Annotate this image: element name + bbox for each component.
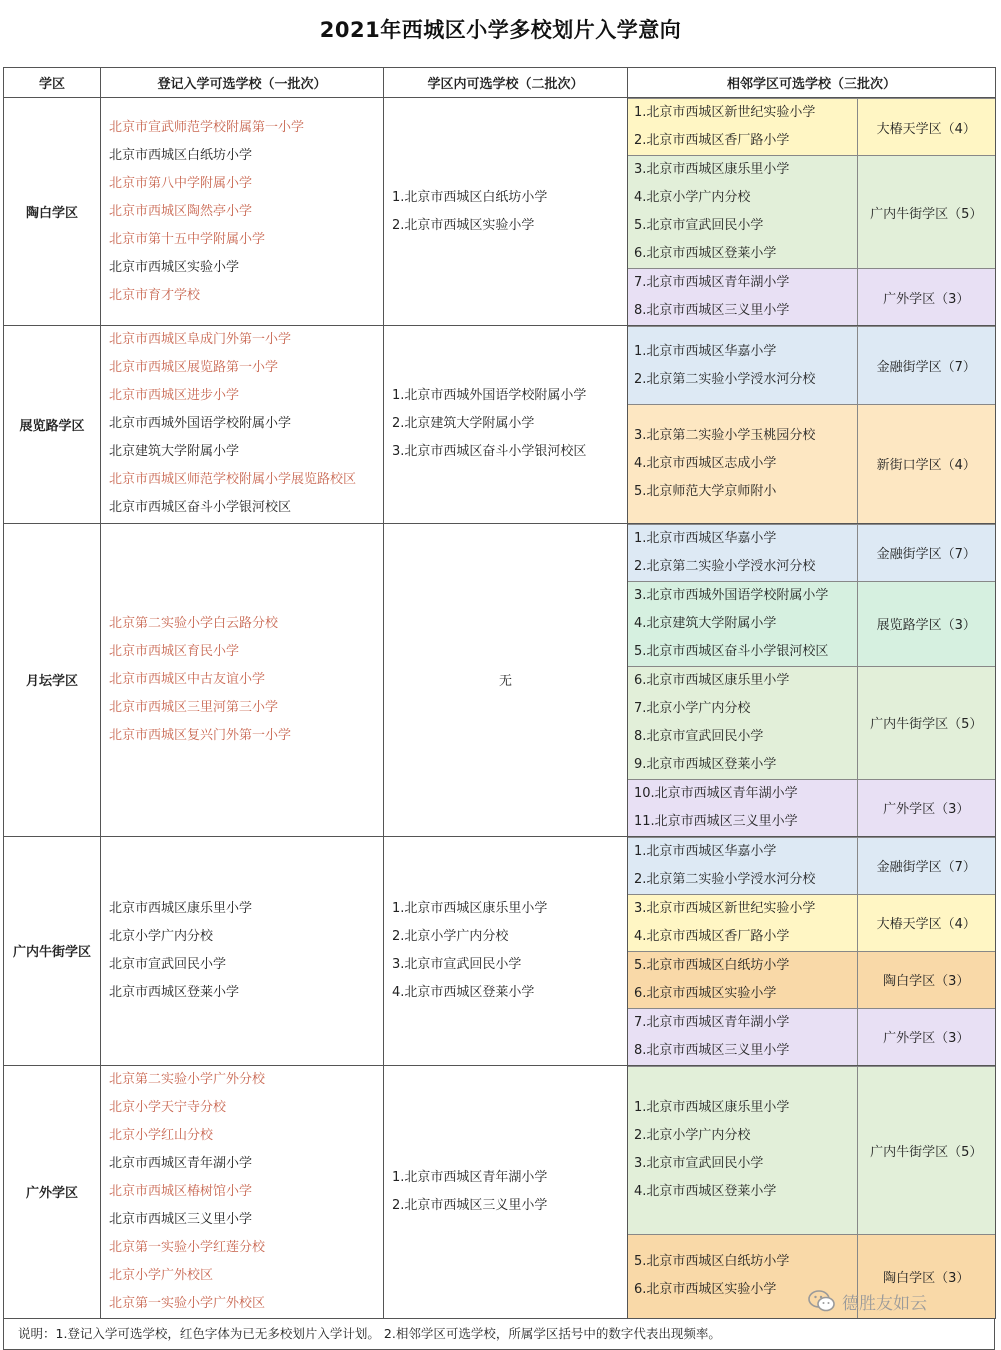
batch3-school: 3.北京第二实验小学玉桃园分校 — [634, 427, 816, 443]
footnote: 说明：1.登记入学可选学校，红色字体为已无多校划片入学计划。 2.相邻学区可选学校，所属学区括号中的数字代表出现频率。 — [3, 1319, 995, 1350]
batch1-school: 北京市西城区育民小学 — [109, 643, 240, 659]
batch1-school: 北京市西城区中古友谊小学 — [109, 671, 266, 687]
batch3-district: 广内牛街学区（5） — [857, 156, 995, 269]
batch1-school: 北京市西城区三里河第三小学 — [109, 699, 279, 715]
batch3-district: 大椿天学区（4） — [857, 894, 995, 951]
batch1-school: 北京市西城区进步小学 — [109, 388, 240, 404]
batch3-school: 8.北京市宣武回民小学 — [634, 728, 764, 744]
header-batch2: 学区内可选学校（二批次） — [384, 68, 628, 98]
batch1-school: 北京市西城区实验小学 — [109, 259, 240, 275]
batch3-schools — [628, 327, 857, 405]
batch1-school: 北京市西城区白纸坊小学 — [109, 147, 253, 163]
batch3-group — [628, 269, 995, 326]
batch3-schools — [628, 269, 857, 326]
batch3-school: 6.北京市西城区实验小学 — [634, 985, 777, 1001]
batch3-district: 广外学区（3） — [857, 1008, 995, 1065]
batch1-cell — [101, 98, 384, 326]
district-row — [4, 326, 996, 524]
batch3-school: 11.北京市西城区三义里小学 — [634, 813, 798, 829]
batch1-school: 北京小学天宁寺分校 — [109, 1099, 227, 1115]
batch3-group-table — [628, 326, 995, 523]
batch3-school: 1.北京市西城区康乐里小学 — [634, 1100, 790, 1115]
table-body — [4, 98, 996, 1319]
batch3-schools — [628, 837, 857, 894]
batch1-school: 北京市西城区青年湖小学 — [109, 1155, 253, 1171]
batch3-group-table — [628, 98, 995, 325]
batch1-school: 北京市西城区复兴门外第一小学 — [109, 727, 292, 743]
batch3-group-table — [628, 837, 995, 1065]
batch3-cell — [628, 523, 996, 836]
batch1-cell — [101, 1065, 384, 1319]
batch3-cell — [628, 1065, 996, 1319]
batch1-school: 北京第一实验小学广外校区 — [109, 1295, 266, 1311]
batch3-schools — [628, 666, 857, 779]
batch2-school: 1.北京市西城区青年湖小学 — [392, 1169, 548, 1185]
watermark — [808, 1286, 927, 1316]
batch3-cell — [628, 326, 996, 524]
batch3-district: 广内牛街学区（5） — [857, 666, 995, 779]
batch3-schools — [628, 779, 857, 836]
batch3-school: 4.北京市西城区香厂路小学 — [634, 928, 790, 944]
batch1-school: 北京市第十五中学附属小学 — [109, 231, 266, 247]
batch1-cell — [101, 836, 384, 1065]
batch3-school: 9.北京市西城区登莱小学 — [634, 756, 777, 772]
header-district: 学区 — [4, 68, 101, 98]
batch1-school: 北京小学广外校区 — [109, 1267, 214, 1283]
batch3-school: 8.北京市西城区三义里小学 — [634, 1042, 790, 1058]
batch3-school: 3.北京市宣武回民小学 — [634, 1156, 764, 1171]
district-name: 广外学区 — [4, 1065, 101, 1319]
watermark-text: 德胜友如云 — [842, 1293, 927, 1314]
batch3-district: 金融街学区（7） — [857, 327, 995, 405]
batch3-schools — [628, 405, 857, 523]
batch2-cell — [384, 836, 628, 1065]
district-row — [4, 98, 996, 326]
enrollment-table — [3, 67, 996, 1319]
batch3-school: 3.北京市西城外国语学校附属小学 — [634, 587, 829, 603]
district-name: 陶白学区 — [4, 98, 101, 326]
batch3-group — [628, 894, 995, 951]
batch3-schools — [628, 1008, 857, 1065]
batch3-school: 4.北京市西城区志成小学 — [634, 455, 777, 471]
batch3-school: 5.北京师范大学京师附小 — [634, 483, 777, 499]
batch3-district: 陶白学区（3） — [857, 1234, 995, 1318]
batch3-cell — [628, 98, 996, 326]
batch3-school: 4.北京建筑大学附属小学 — [634, 615, 777, 631]
batch1-school: 北京市西城区奋斗小学银河校区 — [109, 500, 292, 516]
batch3-school: 7.北京小学广内分校 — [634, 700, 751, 716]
batch3-school: 6.北京市西城区实验小学 — [634, 1282, 777, 1298]
batch3-school: 2.北京第二实验小学涭水河分校 — [634, 371, 816, 387]
batch1-school: 北京市西城外国语学校附属小学 — [109, 416, 292, 432]
batch3-district: 广内牛街学区（5） — [857, 1066, 995, 1234]
batch3-district: 金融街学区（7） — [857, 524, 995, 581]
batch3-school: 5.北京市西城区白纸坊小学 — [634, 957, 790, 973]
batch2-school: 1.北京市西城区白纸坊小学 — [392, 189, 548, 205]
batch3-group-table — [628, 1066, 995, 1319]
batch2-cell — [384, 326, 628, 524]
batch1-school: 北京市西城区阜成门外第一小学 — [109, 332, 292, 348]
batch1-school: 北京市育才学校 — [109, 287, 201, 303]
batch3-district: 展览路学区（3） — [857, 581, 995, 666]
batch2-cell — [384, 1065, 628, 1319]
batch3-group-table — [628, 524, 995, 836]
batch3-group — [628, 1008, 995, 1065]
batch3-district: 陶白学区（3） — [857, 951, 995, 1008]
batch1-school: 北京市西城区康乐里小学 — [109, 900, 253, 916]
district-row — [4, 1065, 996, 1319]
batch1-school: 北京小学红山分校 — [109, 1127, 214, 1143]
batch3-schools — [628, 1066, 857, 1234]
batch1-school: 北京市宣武师范学校附属第一小学 — [109, 119, 305, 135]
batch3-school: 5.北京市西城区白纸坊小学 — [634, 1254, 790, 1270]
batch3-group — [628, 837, 995, 894]
batch3-school: 2.北京第二实验小学涭水河分校 — [634, 871, 816, 887]
batch3-district: 金融街学区（7） — [857, 837, 995, 894]
batch2-school: 1.北京市西城区康乐里小学 — [392, 900, 548, 916]
batch1-school: 北京第一实验小学红莲分校 — [109, 1239, 266, 1255]
batch2-school: 3.北京市西城区奋斗小学银河校区 — [392, 444, 587, 460]
batch3-group — [628, 1066, 995, 1234]
batch1-school: 北京市西城区展览路第一小学 — [109, 360, 279, 376]
batch1-school: 北京市西城区三义里小学 — [109, 1211, 253, 1227]
batch3-district: 新街口学区（4） — [857, 405, 995, 523]
header-row — [4, 68, 996, 98]
batch1-school: 北京市西城区陶然亭小学 — [109, 203, 253, 219]
batch3-group — [628, 156, 995, 269]
batch3-schools — [628, 894, 857, 951]
batch3-school: 2.北京第二实验小学涭水河分校 — [634, 558, 816, 574]
district-name: 月坛学区 — [4, 523, 101, 836]
header-batch3: 相邻学区可选学校（三批次） — [628, 68, 996, 98]
batch1-cell — [101, 523, 384, 836]
batch3-school: 1.北京市西城区新世纪实验小学 — [634, 105, 816, 120]
district-row — [4, 523, 996, 836]
batch1-school: 北京市第八中学附属小学 — [109, 175, 253, 191]
batch3-school: 6.北京市西城区康乐里小学 — [634, 672, 790, 688]
wechat-icon — [808, 1289, 836, 1313]
batch2-cell — [384, 98, 628, 326]
batch3-schools — [628, 156, 857, 269]
batch3-district: 广外学区（3） — [857, 269, 995, 326]
batch3-school: 1.北京市西城区华嘉小学 — [634, 843, 777, 859]
batch3-school: 3.北京市西城区康乐里小学 — [634, 162, 790, 177]
district-name: 广内牛街学区 — [4, 836, 101, 1065]
batch3-school: 5.北京市西城区奋斗小学银河校区 — [634, 643, 829, 659]
batch3-school: 2.北京小学广内分校 — [634, 1128, 751, 1143]
batch1-school: 北京小学广内分校 — [109, 928, 214, 944]
batch3-school: 8.北京市西城区三义里小学 — [634, 303, 790, 318]
batch2-school: 2.北京市西城区实验小学 — [392, 217, 535, 233]
batch3-group — [628, 779, 995, 836]
batch1-cell — [101, 326, 384, 524]
batch3-school: 10.北京市西城区青年湖小学 — [634, 785, 798, 801]
batch3-group — [628, 99, 995, 156]
batch2-school: 2.北京小学广内分校 — [392, 928, 509, 944]
batch3-school: 1.北京市西城区华嘉小学 — [634, 530, 777, 546]
batch3-group — [628, 951, 995, 1008]
batch1-school: 北京第二实验小学广外分校 — [109, 1071, 266, 1087]
batch3-group — [628, 524, 995, 581]
district-name: 展览路学区 — [4, 326, 101, 524]
batch1-school: 北京建筑大学附属小学 — [109, 444, 240, 460]
batch1-school: 北京第二实验小学白云路分校 — [109, 615, 279, 631]
batch2-school: 2.北京建筑大学附属小学 — [392, 416, 535, 432]
batch1-school: 北京市西城区登莱小学 — [109, 984, 240, 1000]
batch1-school: 北京市宣武回民小学 — [109, 956, 227, 972]
batch2-school: 2.北京市西城区三义里小学 — [392, 1197, 548, 1213]
batch3-group — [628, 405, 995, 523]
batch2-school: 3.北京市宣武回民小学 — [392, 956, 522, 972]
batch3-cell — [628, 836, 996, 1065]
district-row — [4, 836, 996, 1065]
batch3-district: 大椿天学区（4） — [857, 99, 995, 156]
batch3-group — [628, 327, 995, 405]
batch3-schools — [628, 581, 857, 666]
page-title: 2021年西城区小学多校划片入学意向 — [319, 18, 682, 42]
batch3-group — [628, 581, 995, 666]
batch3-district: 广外学区（3） — [857, 779, 995, 836]
batch3-group — [628, 666, 995, 779]
batch2-school: 4.北京市西城区登莱小学 — [392, 984, 535, 1000]
batch3-schools — [628, 99, 857, 156]
batch1-school: 北京市西城区椿树馆小学 — [109, 1183, 253, 1199]
batch1-school: 北京市西城区师范学校附属小学展览路校区 — [109, 472, 357, 488]
batch3-school: 3.北京市西城区新世纪实验小学 — [634, 900, 816, 916]
batch2-none: 无 — [384, 523, 628, 836]
enrollment-table-wrapper — [3, 67, 995, 1350]
batch3-schools — [628, 951, 857, 1008]
header-batch1: 登记入学可选学校（一批次） — [101, 68, 384, 98]
batch2-school: 1.北京市西城外国语学校附属小学 — [392, 388, 587, 404]
batch3-school: 5.北京市宣武回民小学 — [634, 218, 764, 233]
batch3-school: 7.北京市西城区青年湖小学 — [634, 1014, 790, 1030]
batch3-school: 7.北京市西城区青年湖小学 — [634, 275, 790, 290]
batch3-school: 6.北京市西城区登莱小学 — [634, 246, 777, 261]
batch3-school: 1.北京市西城区华嘉小学 — [634, 343, 777, 359]
batch3-school: 4.北京市西城区登莱小学 — [634, 1184, 777, 1199]
batch3-school: 4.北京小学广内分校 — [634, 190, 751, 205]
batch3-schools — [628, 524, 857, 581]
batch3-school: 2.北京市西城区香厂路小学 — [634, 133, 790, 148]
